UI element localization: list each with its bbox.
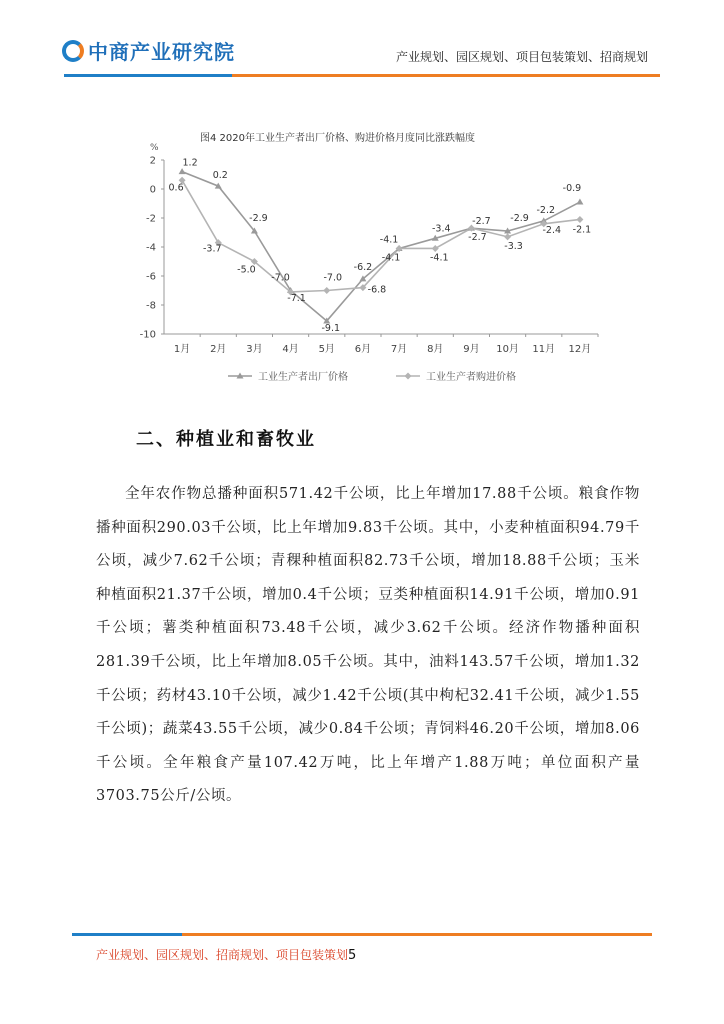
data-label-ppi: -0.9 [562,183,582,195]
y-tick-label: 0 [149,184,156,196]
footer-tagline: 产业规划、园区规划、招商规划、项目包装策划 [96,948,349,962]
point-ppi [179,168,186,174]
logo-icon [62,40,84,62]
page-number: 5 [348,948,357,963]
data-label-ppirm: -6.8 [367,284,387,296]
footer [96,946,356,963]
data-label-ppirm: -3.7 [202,243,222,255]
data-label-ppirm: -4.1 [381,252,401,264]
point-ppirm [323,287,330,294]
x-tick-label: 3月 [246,344,263,355]
legend-marker-ppirm [405,373,412,380]
data-label-ppi: -2.9 [249,213,268,225]
point-ppirm [576,216,583,223]
x-tick-label: 7月 [390,344,408,355]
data-label-ppirm: -4.1 [429,252,449,264]
legend-label-ppirm: 工业生产者购进价格 [426,372,516,383]
x-tick-label: 8月 [427,344,444,355]
y-tick-label: -2 [146,213,156,225]
y-tick-label: -6 [146,271,156,283]
data-label-ppirm: -2.4 [542,224,562,236]
data-label-ppi: -2.2 [536,204,556,216]
data-label-ppi: -2.7 [472,216,491,228]
y-tick-label: -8 [146,300,156,312]
logo [62,36,235,65]
y-axis-unit: % [150,143,159,153]
header-rule-blue [64,74,232,77]
point-ppi [576,199,583,205]
chart-title: 图4 2020年工业生产者出厂价格、购进价格月度同比涨跌幅度 [200,133,475,144]
data-label-ppi: 0.2 [212,170,228,182]
data-label-ppi: -9.1 [321,322,341,334]
y-tick-label: -4 [146,242,156,254]
data-label-ppi: -3.4 [431,223,451,235]
point-ppirm [432,245,439,252]
section-heading: 二、种植业和畜牧业 [136,429,316,450]
header-tagline: 产业规划、园区规划、项目包装策划、招商规划 [395,50,648,64]
footer-rule-orange [182,933,652,936]
data-label-ppirm: -2.7 [468,232,487,244]
chart-canvas [128,122,608,392]
data-label-ppi: 1.2 [182,157,198,169]
footer-rule-blue [72,933,182,936]
data-label-ppi: -6.2 [353,261,373,273]
data-label-ppirm: -5.0 [237,264,256,276]
x-tick-label: 5月 [318,344,335,355]
data-label-ppirm: -3.3 [504,240,523,252]
data-label-ppi: -7.0 [271,272,290,284]
x-tick-label: 11月 [532,344,556,355]
data-label-ppirm: 0.6 [168,182,184,194]
x-tick-label: 1月 [173,344,191,355]
price-change-chart [128,122,608,392]
data-label-ppi: -2.9 [510,213,529,225]
x-tick-label: 6月 [354,344,372,355]
x-tick-label: 2月 [210,344,227,355]
x-tick-label: 12月 [568,344,592,355]
x-tick-label: 10月 [496,344,519,355]
body-paragraph: 全年农作物总播种面积571.42千公顷，比上年增加17.88千公顷。粮食作物播种面积290.03千公顷，比上年增加9.83千公顷。其中，小麦种植面积94.79千公顷，减少7.62千公顷；青稞种植面积82.73千公顷，增加18.88千公顷；玉米种植面积21.37千公顷，增加0.4千公顷；豆类种植面积14.91千公顷，增加0.91千公顷；薯类种植面积73.48千公顷，减少3.62千公顷。经济作物播种面积281.39千公顷，比上年增加8.05千公顷。其中，油料143.57千公顷，增加1.32千公顷；药材43.10千公顷，减少1.42千公顷(其中枸杞32.41千公顷，减少1.55千公顷)；蔬菜43.55千公顷，减少0.84千公顷；青饲料46.20千公顷，增加8.06千公顷。全年粮食产量107.42万吨，比上年增产1.88万吨；单位面积产量3703.75公斤/公顷。 [96,486,640,805]
data-label-ppirm: -7.1 [287,292,306,304]
x-tick-label: 9月 [463,344,480,355]
data-label-ppi: -4.1 [379,234,399,246]
legend-label-ppi: 工业生产者出厂价格 [258,372,348,383]
page-header [0,0,724,90]
header-rule-orange [232,74,660,77]
data-label-ppirm: -2.1 [572,224,592,236]
x-tick-label: 4月 [282,344,299,355]
point-ppirm [504,233,511,240]
y-tick-label: -10 [139,329,156,341]
data-label-ppirm: -7.0 [323,272,343,284]
logo-text: 中商产业研究院 [88,40,235,64]
y-tick-label: 2 [149,155,156,167]
